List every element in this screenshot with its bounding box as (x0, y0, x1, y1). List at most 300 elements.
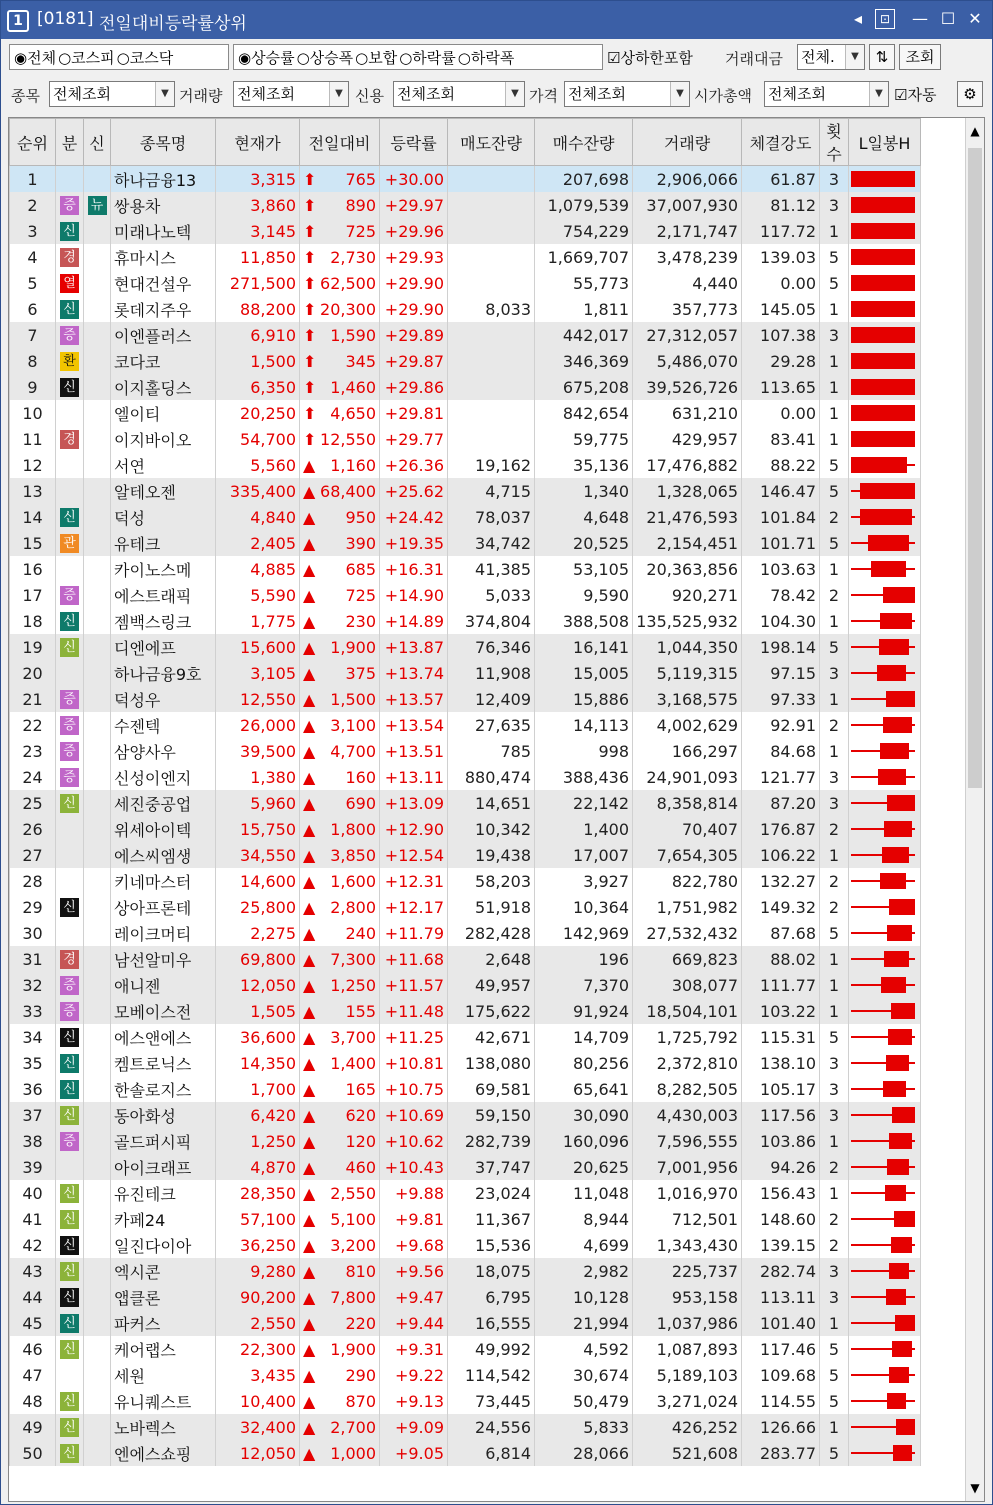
table-row[interactable] (10, 634, 921, 660)
stock-name-cell[interactable]: 쌍용차 (111, 192, 216, 218)
window-number-icon[interactable]: 1 (7, 10, 29, 32)
scroll-thumb[interactable] (968, 148, 982, 788)
bid-qty-cell: 2,982 (535, 1258, 633, 1284)
stock-name-cell[interactable]: 유니퀘스트 (111, 1388, 216, 1414)
change-value: 460 (345, 1157, 376, 1177)
stock-name-cell[interactable]: 유테크 (111, 530, 216, 556)
market-radio-1[interactable]: ○코스피 (58, 48, 115, 67)
table-row[interactable] (10, 166, 921, 193)
count-cell: 5 (820, 1440, 849, 1466)
rate-cell: +10.81 (380, 1050, 448, 1076)
table-row[interactable] (10, 400, 921, 426)
strength-cell: 138.10 (742, 1050, 820, 1076)
market-badge-cell (56, 816, 84, 842)
stock-name-cell[interactable]: 카페24 (111, 1206, 216, 1232)
stock-name-cell[interactable]: 엔에스쇼핑 (111, 1440, 216, 1466)
rank-radio-2[interactable]: ○보합 (355, 48, 398, 67)
include-limit-checkbox[interactable]: ☑상하한포함 (607, 49, 693, 67)
table-row[interactable] (10, 1336, 921, 1362)
price-cell: 1,505 (216, 998, 300, 1024)
up-triangle-icon: ▲ (303, 871, 316, 891)
credit-badge-cell (84, 738, 111, 764)
change-cell (300, 166, 380, 193)
search-button[interactable]: 조회 (899, 44, 941, 70)
price-cell: 22,300 (216, 1336, 300, 1362)
change-value: 2,550 (330, 1183, 376, 1203)
volume-cell: 521,608 (633, 1440, 742, 1466)
up-triangle-icon: ▲ (303, 1261, 316, 1281)
up-triangle-icon: ▲ (303, 611, 316, 631)
badge-신: 신 (60, 1418, 79, 1437)
table-row[interactable] (10, 1310, 921, 1336)
volume-cell: 27,312,057 (633, 322, 742, 348)
strength-cell: 61.87 (742, 166, 820, 193)
stock-name-cell[interactable]: 이엔플러스 (111, 322, 216, 348)
market-badge-cell (56, 244, 84, 270)
table-row[interactable] (10, 972, 921, 998)
column-header-5[interactable]: 전일대비 (300, 119, 380, 166)
daily-candle-cell (849, 764, 921, 790)
stock-name-cell[interactable]: 알테오젠 (111, 478, 216, 504)
price-cell: 3,860 (216, 192, 300, 218)
table-row[interactable] (10, 1076, 921, 1102)
daily-candle-cell (849, 166, 921, 193)
ask-qty-cell: 15,536 (448, 1232, 535, 1258)
price-cell: 4,870 (216, 1154, 300, 1180)
ask-qty-cell: 4,715 (448, 478, 535, 504)
table-row[interactable] (10, 842, 921, 868)
rank-cell: 18 (10, 608, 56, 634)
count-cell: 1 (820, 946, 849, 972)
table-row[interactable] (10, 1388, 921, 1414)
stock-name-cell[interactable]: 롯데지주우 (111, 296, 216, 322)
change-cell (300, 192, 380, 218)
candle-icon (851, 348, 917, 374)
bid-qty-cell: 1,669,707 (535, 244, 633, 270)
rate-cell: +12.17 (380, 894, 448, 920)
stock-name-cell[interactable]: 아이크래프 (111, 1154, 216, 1180)
count-cell: 3 (820, 1050, 849, 1076)
stock-name-cell[interactable]: 수젠텍 (111, 712, 216, 738)
price-cell: 11,850 (216, 244, 300, 270)
market-badge-cell (56, 504, 84, 530)
ask-qty-cell: 880,474 (448, 764, 535, 790)
count-cell: 1 (820, 998, 849, 1024)
change-cell (300, 972, 380, 998)
stock-name-cell[interactable]: 디엔에프 (111, 634, 216, 660)
table-row[interactable] (10, 504, 921, 530)
ask-qty-cell: 175,622 (448, 998, 535, 1024)
stock-name-cell[interactable]: 서연 (111, 452, 216, 478)
candle-icon (851, 426, 917, 452)
daily-candle-cell (849, 452, 921, 478)
candle-icon (851, 1258, 917, 1284)
stock-name-cell[interactable]: 카이노스메 (111, 556, 216, 582)
strength-cell: 87.68 (742, 920, 820, 946)
table-row[interactable] (10, 1232, 921, 1258)
strength-cell: 92.91 (742, 712, 820, 738)
table-row[interactable] (10, 1206, 921, 1232)
filter-combo-credit[interactable]: 전체조회 ▼ (393, 81, 525, 107)
table-row[interactable] (10, 1024, 921, 1050)
up-triangle-icon: ▲ (303, 819, 316, 839)
change-value: 345 (345, 351, 376, 371)
table-row[interactable] (10, 660, 921, 686)
price-cell: 5,960 (216, 790, 300, 816)
table-row[interactable] (10, 868, 921, 894)
count-cell: 5 (820, 1362, 849, 1388)
stock-name-cell[interactable]: 삼양사우 (111, 738, 216, 764)
settings-arrow-icon[interactable]: ⇅ (869, 44, 895, 70)
market-badge-cell (56, 1440, 84, 1466)
table-row[interactable] (10, 1102, 921, 1128)
table-row[interactable] (10, 608, 921, 634)
strength-cell: 115.31 (742, 1024, 820, 1050)
ask-qty-cell: 42,671 (448, 1024, 535, 1050)
table-row[interactable] (10, 244, 921, 270)
vertical-scrollbar[interactable] (965, 118, 984, 1501)
price-cell: 271,500 (216, 270, 300, 296)
rate-cell: +11.79 (380, 920, 448, 946)
stock-name-cell[interactable]: 휴마시스 (111, 244, 216, 270)
filter-combo-price[interactable]: 전체조회 ▼ (564, 81, 690, 107)
filter-combo-volume[interactable]: 전체조회 ▼ (233, 81, 349, 107)
table-row[interactable] (10, 374, 921, 400)
stock-name-cell[interactable]: 상아프론테 (111, 894, 216, 920)
bid-qty-cell: 91,924 (535, 998, 633, 1024)
table-row[interactable] (10, 296, 921, 322)
table-row[interactable] (10, 556, 921, 582)
column-header-1[interactable]: 분 (56, 119, 84, 166)
ask-qty-cell: 69,581 (448, 1076, 535, 1102)
price-cell: 36,250 (216, 1232, 300, 1258)
stock-name-cell[interactable]: 덕성 (111, 504, 216, 530)
count-cell: 1 (820, 348, 849, 374)
table-row[interactable] (10, 1050, 921, 1076)
change-value: 7,300 (330, 949, 376, 969)
price-cell: 1,500 (216, 348, 300, 374)
daily-candle-cell (849, 1414, 921, 1440)
stock-name-cell[interactable]: 노바렉스 (111, 1414, 216, 1440)
strength-cell: 97.33 (742, 686, 820, 712)
column-header-10[interactable]: 체결강도 (742, 119, 820, 166)
rank-cell: 28 (10, 868, 56, 894)
stock-name-cell[interactable]: 에스트래픽 (111, 582, 216, 608)
table-row[interactable] (10, 426, 921, 452)
rate-cell: +13.57 (380, 686, 448, 712)
ask-qty-cell: 78,037 (448, 504, 535, 530)
count-cell: 2 (820, 894, 849, 920)
rank-radio-4[interactable]: ○하락폭 (457, 48, 515, 67)
volume-cell: 18,504,101 (633, 998, 742, 1024)
change-cell (300, 686, 380, 712)
credit-badge-cell (84, 478, 111, 504)
filter-combo-stock[interactable]: 전체조회 ▼ (49, 81, 175, 107)
maximize-icon[interactable]: ☐ (940, 9, 956, 28)
market-badge-cell (56, 946, 84, 972)
ask-qty-cell: 59,150 (448, 1102, 535, 1128)
count-cell: 5 (820, 452, 849, 478)
volume-cell: 3,271,024 (633, 1388, 742, 1414)
daily-candle-cell (849, 1128, 921, 1154)
gear-icon[interactable]: ⚙ (957, 81, 983, 107)
limit-up-arrow-icon: ⬆ (303, 247, 317, 267)
column-header-0[interactable]: 순위 (10, 119, 56, 166)
count-cell: 5 (820, 244, 849, 270)
ask-qty-cell: 282,739 (448, 1128, 535, 1154)
stock-name-cell[interactable]: 세진중공업 (111, 790, 216, 816)
volume-cell: 2,906,066 (633, 166, 742, 193)
table-row[interactable] (10, 478, 921, 504)
bid-qty-cell: 59,775 (535, 426, 633, 452)
count-cell: 5 (820, 1388, 849, 1414)
column-header-4[interactable]: 현재가 (216, 119, 300, 166)
stock-name-cell[interactable]: 레이크머티 (111, 920, 216, 946)
stock-name-cell[interactable]: 일진다이아 (111, 1232, 216, 1258)
stock-name-cell[interactable]: 애니젠 (111, 972, 216, 998)
price-cell: 9,280 (216, 1258, 300, 1284)
table-row[interactable] (10, 582, 921, 608)
table-row[interactable] (10, 894, 921, 920)
credit-badge-cell (84, 1050, 111, 1076)
column-header-3[interactable]: 종목명 (111, 119, 216, 166)
market-badge-cell (56, 218, 84, 244)
column-header-8[interactable]: 매수잔량 (535, 119, 633, 166)
column-header-7[interactable]: 매도잔량 (448, 119, 535, 166)
strength-cell: 103.22 (742, 998, 820, 1024)
change-cell (300, 712, 380, 738)
table-row[interactable] (10, 1414, 921, 1440)
strength-cell: 103.86 (742, 1128, 820, 1154)
stock-name-cell[interactable]: 남선알미우 (111, 946, 216, 972)
filter-label-volume: 거래량 (179, 87, 223, 105)
strength-cell: 0.00 (742, 270, 820, 296)
auto-checkbox[interactable]: ☑자동 (894, 86, 937, 104)
stock-name-cell[interactable]: 미래나노텍 (111, 218, 216, 244)
table-row[interactable] (10, 738, 921, 764)
market-badge-cell (56, 686, 84, 712)
rank-cell: 29 (10, 894, 56, 920)
price-cell: 1,380 (216, 764, 300, 790)
stock-name-cell[interactable]: 모베이스전 (111, 998, 216, 1024)
price-cell: 10,400 (216, 1388, 300, 1414)
rank-cell: 37 (10, 1102, 56, 1128)
stock-name-cell[interactable]: 케어랩스 (111, 1336, 216, 1362)
stock-name-cell[interactable]: 젬백스링크 (111, 608, 216, 634)
price-cell: 3,435 (216, 1362, 300, 1388)
change-value: 620 (345, 1105, 376, 1125)
stock-name-cell[interactable]: 엑시콘 (111, 1258, 216, 1284)
candle-icon (851, 530, 917, 556)
strength-cell: 126.66 (742, 1414, 820, 1440)
daily-candle-cell (849, 1050, 921, 1076)
column-header-11[interactable]: 횟수 (820, 119, 849, 166)
credit-badge-cell (84, 842, 111, 868)
trade-amount-combo[interactable]: 전체. ▼ (797, 44, 865, 70)
column-header-2[interactable]: 신 (84, 119, 111, 166)
badge-신: 신 (60, 1080, 79, 1099)
daily-candle-cell (849, 634, 921, 660)
table-row[interactable] (10, 920, 921, 946)
stock-name-cell[interactable]: 이지홀딩스 (111, 374, 216, 400)
table-row[interactable] (10, 1258, 921, 1284)
change-cell (300, 556, 380, 582)
stock-name-cell[interactable]: 위세아이텍 (111, 816, 216, 842)
filter-combo-market-cap[interactable]: 전체조회 ▼ (764, 81, 889, 107)
table-row[interactable] (10, 348, 921, 374)
table-row[interactable] (10, 790, 921, 816)
stock-name-cell[interactable]: 신성이엔지 (111, 764, 216, 790)
table-row[interactable] (10, 998, 921, 1024)
bid-qty-cell: 8,944 (535, 1206, 633, 1232)
table-row[interactable] (10, 270, 921, 296)
candle-icon (851, 322, 917, 348)
rank-cell: 42 (10, 1232, 56, 1258)
change-value: 1,460 (330, 377, 376, 397)
daily-candle-cell (849, 556, 921, 582)
stock-name-cell[interactable]: 골드퍼시픽 (111, 1128, 216, 1154)
market-radio-0[interactable]: ◉전체 (14, 48, 57, 67)
market-radio-2[interactable]: ○코스닥 (116, 48, 174, 67)
table-row[interactable] (10, 1362, 921, 1388)
column-header-6[interactable]: 등락률 (380, 119, 448, 166)
rank-cell: 44 (10, 1284, 56, 1310)
stock-name-cell[interactable]: 엘이티 (111, 400, 216, 426)
change-cell (300, 894, 380, 920)
badge-증: 증 (60, 586, 79, 605)
stock-name-cell[interactable]: 에스씨엠생 (111, 842, 216, 868)
restore-icon[interactable]: ⊡ (875, 9, 895, 29)
stock-name-cell[interactable]: 한솔로지스 (111, 1076, 216, 1102)
table-row[interactable] (10, 946, 921, 972)
credit-badge-cell (84, 608, 111, 634)
close-icon[interactable]: ✕ (968, 9, 982, 28)
up-triangle-icon: ▲ (303, 637, 316, 657)
bid-qty-cell: 16,141 (535, 634, 633, 660)
credit-badge-cell (84, 1440, 111, 1466)
change-value: 1,160 (330, 455, 376, 475)
bid-qty-cell: 21,994 (535, 1310, 633, 1336)
candle-icon (851, 920, 917, 946)
table-row[interactable] (10, 1180, 921, 1206)
filter-label-stock: 종목 (11, 87, 40, 105)
table-row[interactable] (10, 686, 921, 712)
badge-증: 증 (60, 196, 79, 215)
up-triangle-icon: ▲ (303, 1183, 316, 1203)
change-value: 810 (345, 1261, 376, 1281)
bid-qty-cell: 4,648 (535, 504, 633, 530)
badge-신: 신 (60, 1288, 79, 1307)
minimize-icon[interactable]: — (912, 9, 928, 28)
price-cell: 5,590 (216, 582, 300, 608)
candle-icon (851, 1336, 917, 1362)
table-row[interactable] (10, 1128, 921, 1154)
table-row[interactable] (10, 530, 921, 556)
scroll-down-icon[interactable]: ▼ (970, 1481, 980, 1495)
rank-cell: 8 (10, 348, 56, 374)
candle-icon (851, 816, 917, 842)
table-row[interactable] (10, 192, 921, 218)
up-triangle-icon: ▲ (303, 975, 316, 995)
table-row[interactable] (10, 816, 921, 842)
strength-cell: 149.32 (742, 894, 820, 920)
stock-name-cell[interactable]: 파커스 (111, 1310, 216, 1336)
volume-cell: 70,407 (633, 816, 742, 842)
candle-icon (851, 400, 917, 426)
table-row[interactable] (10, 452, 921, 478)
prev-icon[interactable]: ◂ (853, 9, 863, 28)
rank-radio-3[interactable]: ○하락률 (399, 48, 456, 67)
credit-badge-cell (84, 400, 111, 426)
volume-cell: 20,363,856 (633, 556, 742, 582)
stock-name-cell[interactable]: 이지바이오 (111, 426, 216, 452)
candle-icon (851, 374, 917, 400)
toolbar-filters (1, 78, 992, 112)
rate-cell: +9.31 (380, 1336, 448, 1362)
table-row[interactable] (10, 764, 921, 790)
stock-name-cell[interactable]: 현대건설우 (111, 270, 216, 296)
count-cell: 1 (820, 842, 849, 868)
rank-cell: 17 (10, 582, 56, 608)
strength-cell: 117.46 (742, 1336, 820, 1362)
strength-cell: 145.05 (742, 296, 820, 322)
candle-icon (851, 1414, 917, 1440)
table-row[interactable] (10, 322, 921, 348)
table-row[interactable] (10, 712, 921, 738)
stock-name-cell[interactable]: 에스앤에스 (111, 1024, 216, 1050)
column-header-12[interactable]: L일봉H (849, 119, 921, 166)
stock-name-cell[interactable]: 동아화성 (111, 1102, 216, 1128)
rank-cell: 5 (10, 270, 56, 296)
stock-name-cell[interactable]: 켐트로닉스 (111, 1050, 216, 1076)
rank-radio-1[interactable]: ○상승폭 (296, 48, 354, 67)
ask-qty-cell: 73,445 (448, 1388, 535, 1414)
stock-name-cell[interactable]: 앱클론 (111, 1284, 216, 1310)
table-row[interactable] (10, 218, 921, 244)
rank-radio-0[interactable]: ◉상승률 (238, 48, 295, 67)
change-cell (300, 582, 380, 608)
credit-badge-cell (84, 1076, 111, 1102)
count-cell: 2 (820, 816, 849, 842)
bid-qty-cell: 1,811 (535, 296, 633, 322)
market-badge-cell (56, 1024, 84, 1050)
stock-name-cell[interactable]: 하나금융13 (111, 166, 216, 193)
rank-cell: 10 (10, 400, 56, 426)
daily-candle-cell (849, 478, 921, 504)
stock-name-cell[interactable]: 덕성우 (111, 686, 216, 712)
stock-name-cell[interactable]: 키네마스터 (111, 868, 216, 894)
column-header-9[interactable]: 거래량 (633, 119, 742, 166)
stock-name-cell[interactable]: 하나금융9호 (111, 660, 216, 686)
scroll-up-icon[interactable]: ▲ (970, 124, 980, 138)
daily-candle-cell (849, 1336, 921, 1362)
stock-name-cell[interactable]: 코다코 (111, 348, 216, 374)
table-row[interactable] (10, 1284, 921, 1310)
market-radio-group (9, 44, 229, 70)
badge-증: 증 (60, 690, 79, 709)
strength-cell: 101.71 (742, 530, 820, 556)
table-row[interactable] (10, 1440, 921, 1466)
volume-cell: 7,654,305 (633, 842, 742, 868)
rate-cell: +9.56 (380, 1258, 448, 1284)
table-row[interactable] (10, 1154, 921, 1180)
strength-cell: 117.56 (742, 1102, 820, 1128)
stock-name-cell[interactable]: 유진테크 (111, 1180, 216, 1206)
rank-cell: 41 (10, 1206, 56, 1232)
strength-cell: 146.47 (742, 478, 820, 504)
stock-name-cell[interactable]: 세원 (111, 1362, 216, 1388)
credit-badge-cell (84, 504, 111, 530)
